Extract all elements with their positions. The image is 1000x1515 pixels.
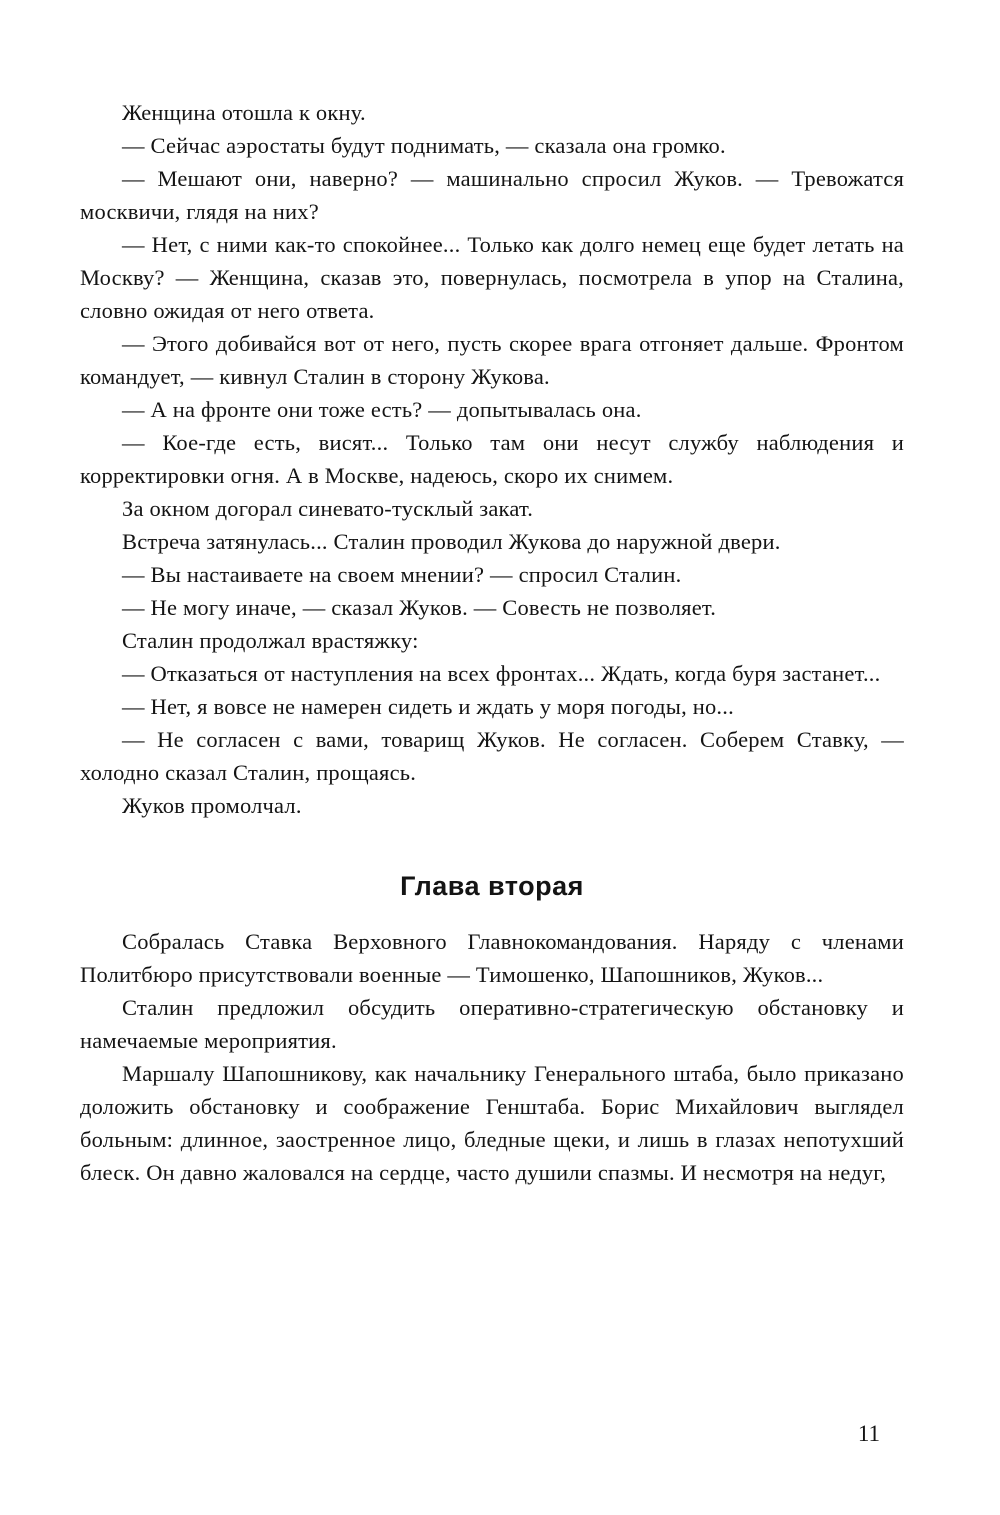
page-number: 11: [857, 1421, 880, 1446]
paragraph: Жуков промолчал.: [122, 793, 302, 818]
paragraph: — Вы настаиваете на своем мнении? — спросил Сталин.: [122, 562, 682, 587]
paragraph: За окном догорал синевато-тусклый закат.: [122, 496, 534, 521]
paragraph: Собралась Ставка Верховного Главнокомандования. Наряду с членами Политбюро присутствовали военные — Тимошенко, Шапошников, Жуков...: [80, 929, 904, 987]
paragraph: Встреча затянулась... Сталин проводил Жукова до наружной двери.: [122, 529, 781, 554]
paragraph: — Кое-где есть, висят... Только там они несут службу наблюдения и корректировки огня. А в Москве, надеюсь, скоро их снимем.: [80, 430, 904, 488]
paragraph: Сталин продолжал врастяжку:: [122, 628, 419, 653]
paragraph: Женщина отошла к окну.: [122, 100, 366, 125]
paragraph: Сталин предложил обсудить оперативно-стратегическую обстановку и намечаемые мероприятия.: [80, 995, 904, 1053]
paragraph: — Нет, я вовсе не намерен сидеть и ждать у моря погоды, но...: [122, 694, 734, 719]
book-page: [80, 96, 904, 1189]
paragraph: — Сейчас аэростаты будут поднимать, — сказала она громко.: [122, 133, 726, 158]
paragraph: — А на фронте они тоже есть? — допытывалась она.: [122, 397, 642, 422]
paragraph: — Не могу иначе, — сказал Жуков. — Совесть не позволяет.: [122, 595, 717, 620]
paragraph: — Этого добивайся вот от него, пусть скорее врага отгоняет дальше. Фронтом командует, — кивнул Сталин в сторону Жукова.: [80, 331, 904, 389]
paragraph: Маршалу Шапошникову, как начальнику Генерального штаба, было приказано доложить обстановку и соображение Генштаба. Борис Михайлович выглядел больным: длинное, заостренное лицо, бледные щеки, и лишь в глазах непотухший блеск. Он давно жаловался на сердце, часто душили спазмы. И несмотря на недуг,: [80, 1061, 904, 1185]
paragraph: — Не согласен с вами, товарищ Жуков. Не согласен. Соберем Ставку, — холодно сказал Сталин, прощаясь.: [80, 727, 904, 785]
chapter-heading: Глава вторая: [400, 871, 584, 901]
paragraph: — Отказаться от наступления на всех фронтах... Ждать, когда буря застанет...: [122, 661, 881, 686]
paragraph: — Нет, с ними как-то спокойнее... Только как долго немец еще будет летать на Москву? — Женщина, сказав это, повернулась, посмотрела в упор на Сталина, словно ожидая от него ответа.: [80, 232, 904, 323]
paragraph: — Мешают они, наверно? — машинально спросил Жуков. — Тревожатся москвичи, глядя на них?: [80, 166, 904, 224]
